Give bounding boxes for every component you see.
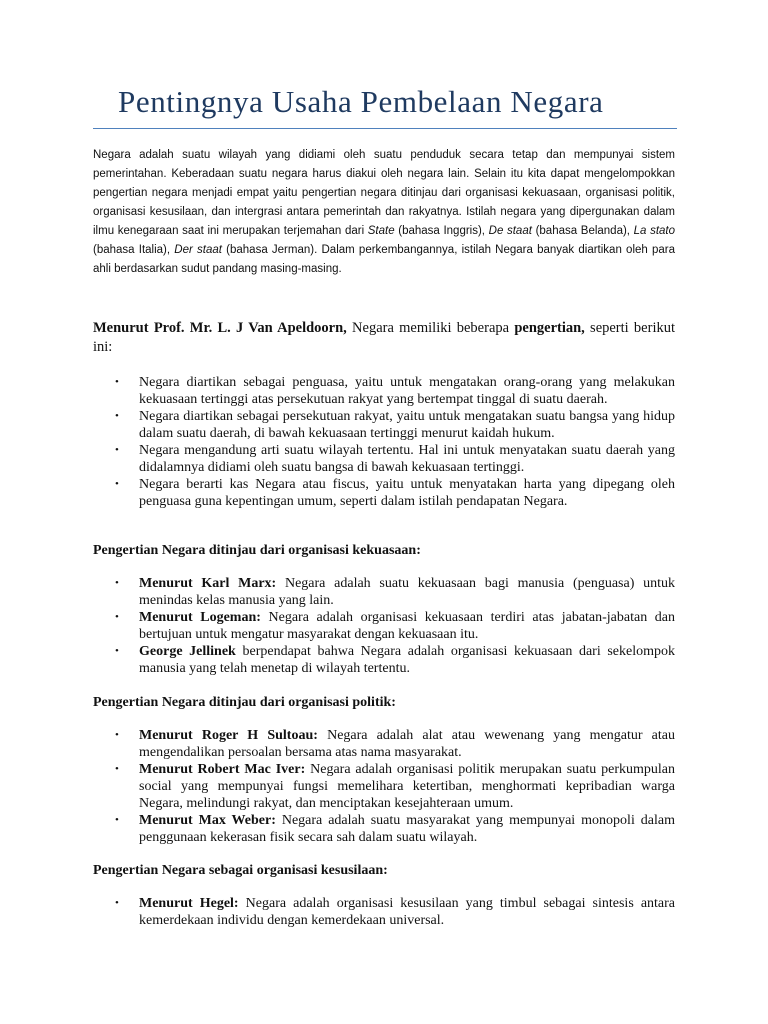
- bullet-icon: •: [115, 645, 119, 657]
- list-item: [93, 761, 675, 812]
- apeldoorn-keyword: pengertian,: [514, 320, 585, 336]
- list-item: [93, 895, 675, 929]
- section-heading-kesusilaan: Pengertian Negara sebagai organisasi kesusilaan:: [93, 863, 388, 878]
- apeldoorn-text: Negara memiliki beberapa: [352, 320, 510, 336]
- list-item: [93, 727, 675, 761]
- apeldoorn-text-end: seperti berikut ini:: [93, 320, 676, 355]
- list-item: [93, 643, 675, 677]
- page-title: Pentingnya Usaha Pembelaan Negara: [118, 84, 604, 119]
- bullet-icon: •: [115, 478, 119, 490]
- author-name: George Jellinek: [139, 644, 236, 659]
- author-name: Menurut Roger H Sultoau:: [139, 728, 318, 743]
- list-item: [93, 812, 675, 846]
- bullet-icon: •: [115, 814, 119, 826]
- author-name: Menurut Robert Mac Iver:: [139, 762, 306, 777]
- lang-inggris: (bahasa Inggris),: [398, 225, 486, 237]
- bullet-icon: •: [115, 897, 119, 909]
- intro-text: Negara adalah suatu wilayah yang didiami oleh suatu penduduk secara tetap dan mempunyai sistem pemerintahan. Keberadaan suatu negara harus diakui oleh negara lain. Selain itu kita dapat mengelompokkan pengertian negara menjadi empat yaitu pengertian negara ditinjau dari organisasi kekuasaan, organisasi politik, organisasi kesusilaan, dan intergrasi antara pemerintah dan rakyatnya. Istilah negara yang dipergunakan dalam ilmu kenegaraan saat ini merupakan terjemahan dari: [93, 149, 675, 237]
- term-state: State: [367, 225, 395, 237]
- author-name: Menurut Hegel:: [139, 896, 239, 911]
- section-heading-politik: Pengertian Negara ditinjau dari organisasi politik:: [93, 695, 396, 710]
- bullet-icon: •: [115, 729, 119, 741]
- list-item-text: Negara adalah alat atau wewenang yang mengatur atau mengendalikan persoalan bersama atas nama masyarakat.: [139, 728, 675, 760]
- section-heading-kekuasaan: Pengertian Negara ditinjau dari organisasi kekuasaan:: [93, 543, 421, 558]
- list-item-text: Negara berarti kas Negara atau fiscus, yaitu untuk menyatakan harta yang dipegang oleh penguasa guna kepentingan umum, seperti dalam istilah pendapatan Negara.: [139, 477, 675, 509]
- kekuasaan-list: [93, 575, 675, 677]
- list-item-text: Negara mengandung arti suatu wilayah tertentu. Hal ini untuk menyatakan suatu daerah yang didalamnya didiami oleh suatu bangsa di bawah kekuasaan tertinggi.: [139, 443, 675, 475]
- list-item: [93, 476, 675, 510]
- author-name: Menurut Karl Marx:: [139, 576, 277, 591]
- list-item-text: Negara adalah suatu kekuasaan bagi manusia (penguasa) untuk menindas kelas manusia yang lain.: [139, 576, 676, 608]
- bullet-icon: •: [115, 410, 119, 422]
- apeldoorn-paragraph: [93, 319, 675, 357]
- list-item-text: Negara adalah organisasi politik merupakan suatu perkumpulan social yang mempunyai fungsi memelihara ketertiban, menghormati kepribadian warga Negara, melindungi rakyat, dan menciptakan kesejahteraan umum.: [139, 762, 675, 811]
- list-item: [93, 374, 675, 408]
- list-item: [93, 408, 675, 442]
- title-underline: [93, 128, 677, 129]
- lang-jerman: (bahasa Jerman).: [226, 244, 318, 256]
- author-name: Menurut Max Weber:: [139, 813, 276, 828]
- list-item: [93, 575, 675, 609]
- list-item-text: Negara diartikan sebagai penguasa, yaitu untuk mengatakan orang-orang yang melakukan kekuasaan tertinggi atas persekutuan rakyat yang bertempat tinggal di suatu daerah.: [139, 375, 675, 407]
- author-name: Menurut Logeman:: [139, 610, 261, 625]
- apeldoorn-name: Menurut Prof. Mr. L. J Van Apeldoorn,: [93, 320, 347, 336]
- list-item: [93, 609, 675, 643]
- politik-list: [93, 727, 675, 846]
- list-item-text: Negara adalah organisasi kekuasaan terdiri atas jabatan-jabatan dan bertujuan untuk mengatur masyarakat dengan kekuasaan itu.: [139, 610, 676, 642]
- kesusilaan-list: [93, 895, 675, 929]
- apeldoorn-list: [93, 374, 675, 510]
- list-item-text: Negara adalah suatu masyarakat yang mempunyai monopoli dalam penggunaan kekerasan fisik secara sah dalam suatu wilayah.: [139, 813, 675, 845]
- term-de-staat: De staat: [488, 225, 532, 237]
- lang-italia: (bahasa Italia),: [93, 244, 171, 256]
- intro-text-end: Dalam perkembangannya, istilah Negara banyak diartikan oleh para ahli berdasarkan sudut pandang masing-masing.: [93, 244, 675, 275]
- bullet-icon: •: [115, 611, 119, 623]
- list-item: [93, 442, 675, 476]
- bullet-icon: •: [115, 577, 119, 589]
- bullet-icon: •: [115, 376, 119, 388]
- term-der-staat: Der staat: [174, 244, 222, 256]
- list-item-text: Negara adalah organisasi kesusilaan yang timbul sebagai sintesis antara kemerdekaan individu dengan kemerdekaan universal.: [139, 896, 676, 928]
- list-item-text: Negara diartikan sebagai persekutuan rakyat, yaitu untuk mengatakan suatu bangsa yang hidup dalam suatu daerah, di bawah kekuasaan tertinggi menurut kaidah hukum.: [139, 409, 675, 441]
- bullet-icon: •: [115, 444, 119, 456]
- list-item-text: berpendapat bahwa Negara adalah organisasi kekuasaan dari sekelompok manusia yang telah menetap di wilayah tertentu.: [139, 644, 676, 676]
- lang-belanda: (bahasa Belanda),: [535, 225, 630, 237]
- intro-paragraph: [93, 146, 675, 279]
- term-la-stato: La stato: [633, 225, 675, 237]
- bullet-icon: •: [115, 763, 119, 775]
